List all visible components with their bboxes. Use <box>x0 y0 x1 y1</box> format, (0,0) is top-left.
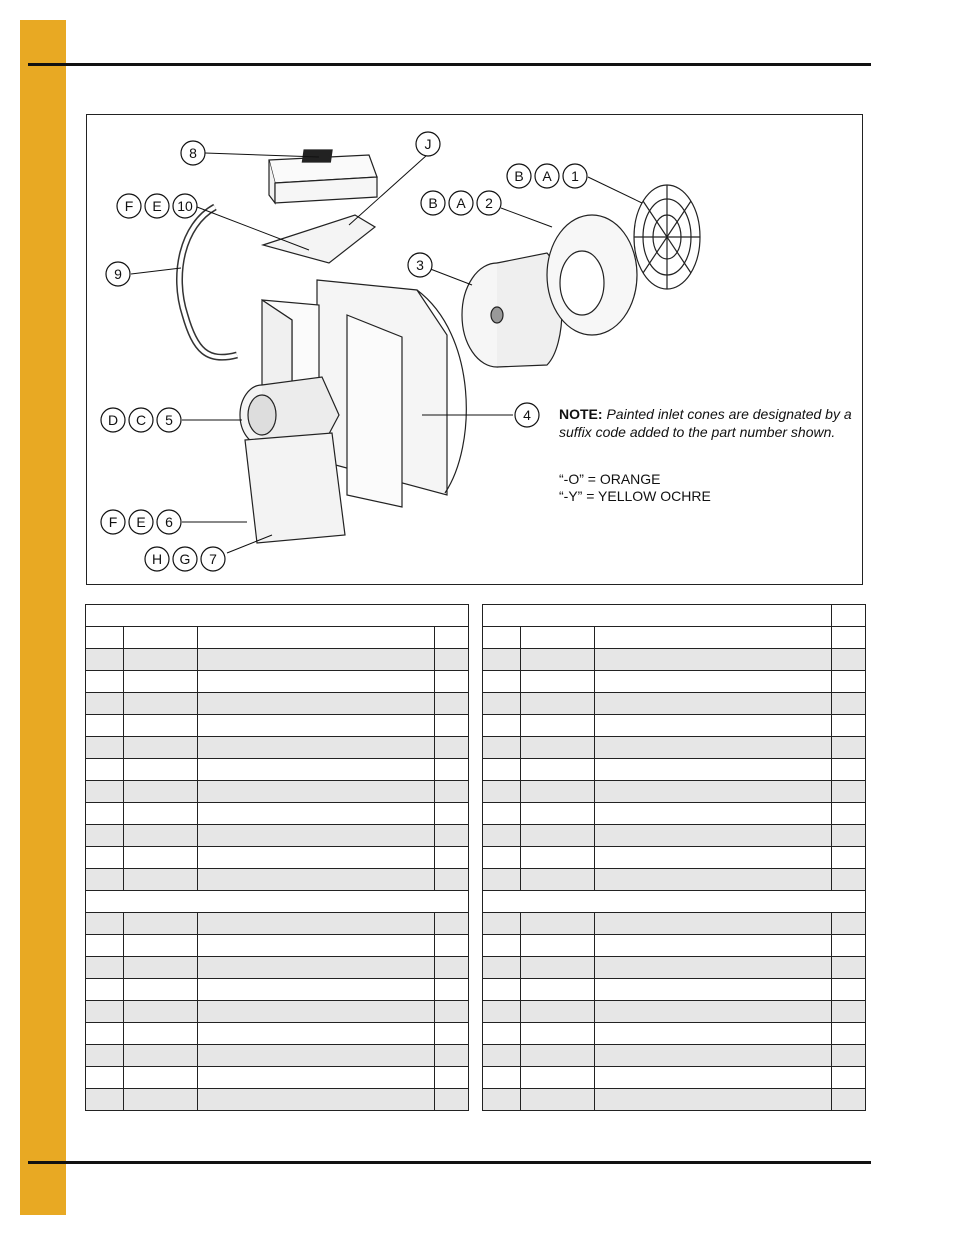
table-row <box>86 803 469 825</box>
table-cell <box>832 1067 866 1089</box>
table-cell <box>595 693 832 715</box>
table-cell <box>198 737 435 759</box>
note-text: Painted inlet cones are designated by a suffix code added to the part number shown. <box>559 406 852 440</box>
table-cell <box>435 737 469 759</box>
painted-cone-note <box>559 405 859 441</box>
color-code-list <box>559 471 711 505</box>
table-cell <box>86 627 124 649</box>
table-cell <box>483 671 521 693</box>
table-cell <box>124 1067 198 1089</box>
table-cell <box>124 1023 198 1045</box>
table-cell <box>832 605 866 627</box>
table-cell <box>483 1001 521 1023</box>
table-cell <box>124 913 198 935</box>
table-cell <box>521 1001 595 1023</box>
callout-F10-label: F <box>124 198 134 214</box>
code-yellow: “-Y” = YELLOW OCHRE <box>559 488 711 504</box>
table-cell <box>86 1023 124 1045</box>
table-cell <box>483 759 521 781</box>
table-cell <box>124 825 198 847</box>
table-row <box>86 869 469 891</box>
table-cell <box>595 1023 832 1045</box>
callout-6-label: 6 <box>165 514 173 530</box>
table-cell <box>483 1067 521 1089</box>
table-row <box>483 759 866 781</box>
table-cell <box>521 649 595 671</box>
table-cell <box>521 781 595 803</box>
table-cell <box>521 869 595 891</box>
table-cell <box>435 627 469 649</box>
table-row <box>86 1001 469 1023</box>
table-cell <box>124 627 198 649</box>
table-cell <box>86 891 469 913</box>
table-cell <box>124 715 198 737</box>
callout-A2-label: A <box>456 195 466 211</box>
header-rule <box>28 63 871 66</box>
table-cell <box>832 1023 866 1045</box>
table-cell <box>521 759 595 781</box>
callout-B1-label: B <box>514 168 524 184</box>
table-cell <box>435 1067 469 1089</box>
table-cell <box>86 1045 124 1067</box>
table-row <box>86 1089 469 1111</box>
table-cell <box>435 649 469 671</box>
table-cell <box>198 715 435 737</box>
table-cell <box>832 847 866 869</box>
table-cell <box>435 847 469 869</box>
table-cell <box>435 693 469 715</box>
table-cell <box>483 627 521 649</box>
table-cell <box>595 957 832 979</box>
table-title-row <box>86 605 469 627</box>
table-cell <box>86 847 124 869</box>
callout-5-label: 5 <box>165 412 173 428</box>
table-cell <box>832 825 866 847</box>
table-cell <box>198 957 435 979</box>
table-cell <box>483 737 521 759</box>
table-cell <box>86 1001 124 1023</box>
callout-7-label: 7 <box>209 551 217 567</box>
inlet-cone-drawing <box>547 215 637 335</box>
table-cell <box>521 847 595 869</box>
table-cell <box>521 1023 595 1045</box>
table-cell <box>832 759 866 781</box>
callout-F6-label: F <box>108 514 118 530</box>
table-row <box>483 935 866 957</box>
table-cell <box>483 913 521 935</box>
table-row <box>86 715 469 737</box>
callout-A1-label: A <box>542 168 552 184</box>
table-cell <box>595 825 832 847</box>
table-cell <box>86 605 469 627</box>
table-cell <box>86 957 124 979</box>
table-row <box>483 1001 866 1023</box>
table-row <box>86 1045 469 1067</box>
table-row <box>86 979 469 1001</box>
table-cell <box>483 825 521 847</box>
table-cell <box>832 671 866 693</box>
table-cell <box>86 649 124 671</box>
callout-G7-label: G <box>179 551 191 567</box>
table-cell <box>124 803 198 825</box>
table-cell <box>483 957 521 979</box>
table-cell <box>198 781 435 803</box>
table-cell <box>435 803 469 825</box>
table-cell <box>832 781 866 803</box>
table-row <box>483 737 866 759</box>
callout-E10-label: E <box>152 198 162 214</box>
table-row <box>483 825 866 847</box>
table-cell <box>198 1001 435 1023</box>
callout-10-label: 10 <box>177 198 193 214</box>
table-row <box>86 781 469 803</box>
table-cell <box>595 627 832 649</box>
table-cell <box>832 627 866 649</box>
table-cell <box>483 803 521 825</box>
table-cell <box>86 715 124 737</box>
table-cell <box>198 693 435 715</box>
table-cell <box>832 1001 866 1023</box>
table-cell <box>832 913 866 935</box>
accent-side-bar <box>20 20 66 1215</box>
table-cell <box>483 1045 521 1067</box>
table-cell <box>86 693 124 715</box>
table-header-row <box>483 627 866 649</box>
callout-9-label: 9 <box>114 266 122 282</box>
table-cell <box>483 935 521 957</box>
table-cell <box>521 627 595 649</box>
table-header-row <box>86 627 469 649</box>
table-cell <box>832 957 866 979</box>
table-cell <box>86 671 124 693</box>
table-cell <box>483 1023 521 1045</box>
control-box-drawing <box>269 150 377 203</box>
table-row <box>483 1067 866 1089</box>
footer-rule <box>28 1161 871 1164</box>
table-cell <box>124 671 198 693</box>
parts-table-left <box>85 604 469 1111</box>
table-cell <box>595 649 832 671</box>
table-cell <box>198 825 435 847</box>
table-row <box>86 957 469 979</box>
table-row <box>86 759 469 781</box>
table-row <box>483 781 866 803</box>
callout-D5-label: D <box>107 412 119 428</box>
table-row <box>483 847 866 869</box>
table-cell <box>521 671 595 693</box>
table-section-row <box>483 891 866 913</box>
callout-B2-label: B <box>428 195 438 211</box>
table-cell <box>198 671 435 693</box>
table-row <box>86 1023 469 1045</box>
table-cell <box>595 1045 832 1067</box>
table-cell <box>435 759 469 781</box>
table-cell <box>198 759 435 781</box>
table-cell <box>595 737 832 759</box>
table-cell <box>832 693 866 715</box>
table-cell <box>124 1045 198 1067</box>
table-row <box>86 693 469 715</box>
table-row <box>86 825 469 847</box>
table-row <box>86 913 469 935</box>
table-cell <box>435 869 469 891</box>
table-cell <box>595 847 832 869</box>
table-cell <box>435 957 469 979</box>
motor-base-drawing <box>245 433 345 543</box>
parts-table-right <box>482 604 866 1111</box>
table-row <box>483 1045 866 1067</box>
table-cell <box>832 803 866 825</box>
table-title-row <box>483 605 866 627</box>
table-cell <box>521 979 595 1001</box>
table-row <box>86 1067 469 1089</box>
table-cell <box>832 869 866 891</box>
table-cell <box>483 715 521 737</box>
exploded-parts-diagram <box>86 114 863 585</box>
table-cell <box>521 935 595 957</box>
table-row <box>483 957 866 979</box>
table-cell <box>595 715 832 737</box>
table-cell <box>198 847 435 869</box>
table-cell <box>124 1001 198 1023</box>
table-cell <box>198 627 435 649</box>
callout-8-label: 8 <box>189 145 197 161</box>
table-row <box>86 847 469 869</box>
table-cell <box>832 1089 866 1111</box>
table-cell <box>595 781 832 803</box>
table-cell <box>832 979 866 1001</box>
callout-4-label: 4 <box>523 407 531 423</box>
table-cell <box>435 671 469 693</box>
table-row <box>483 693 866 715</box>
table-cell <box>483 781 521 803</box>
table-row <box>86 935 469 957</box>
table-row <box>86 671 469 693</box>
table-cell <box>198 935 435 957</box>
table-section-row <box>86 891 469 913</box>
table-cell <box>832 935 866 957</box>
table-cell <box>435 1045 469 1067</box>
table-cell <box>595 935 832 957</box>
table-cell <box>483 847 521 869</box>
table-cell <box>435 1001 469 1023</box>
table-cell <box>435 1089 469 1111</box>
table-cell <box>521 737 595 759</box>
table-cell <box>521 693 595 715</box>
fan-guard-drawing <box>634 185 700 289</box>
table-cell <box>521 913 595 935</box>
callout-2-label: 2 <box>485 195 493 211</box>
table-row <box>483 715 866 737</box>
table-cell <box>521 715 595 737</box>
table-cell <box>124 869 198 891</box>
callout-1-label: 1 <box>571 168 579 184</box>
table-cell <box>832 737 866 759</box>
table-cell <box>483 979 521 1001</box>
table-cell <box>832 1045 866 1067</box>
table-cell <box>124 737 198 759</box>
table-cell <box>86 1089 124 1111</box>
table-cell <box>198 1067 435 1089</box>
table-cell <box>435 1023 469 1045</box>
table-row <box>86 737 469 759</box>
table-cell <box>86 803 124 825</box>
table-cell <box>124 759 198 781</box>
note-label: NOTE: <box>559 406 603 422</box>
table-cell <box>832 649 866 671</box>
table-cell <box>86 759 124 781</box>
table-cell <box>198 803 435 825</box>
table-cell <box>86 737 124 759</box>
table-cell <box>595 759 832 781</box>
table-cell <box>483 605 832 627</box>
table-cell <box>521 957 595 979</box>
table-cell <box>521 825 595 847</box>
table-row <box>86 649 469 671</box>
table-cell <box>521 1067 595 1089</box>
table-cell <box>521 1089 595 1111</box>
table-cell <box>595 869 832 891</box>
table-cell <box>198 913 435 935</box>
conduit-drawing <box>179 207 237 357</box>
table-cell <box>521 803 595 825</box>
callout-C5-label: C <box>135 412 147 428</box>
table-cell <box>595 1001 832 1023</box>
table-cell <box>198 869 435 891</box>
table-cell <box>198 649 435 671</box>
table-row <box>483 1089 866 1111</box>
table-cell <box>521 1045 595 1067</box>
table-cell <box>86 979 124 1001</box>
table-row <box>483 869 866 891</box>
table-cell <box>435 781 469 803</box>
table-cell <box>595 979 832 1001</box>
callout-J-label: J <box>424 136 432 152</box>
table-cell <box>86 935 124 957</box>
table-row <box>483 979 866 1001</box>
table-cell <box>483 1089 521 1111</box>
code-orange: “-O” = ORANGE <box>559 471 661 487</box>
table-cell <box>86 825 124 847</box>
table-cell <box>124 979 198 1001</box>
table-cell <box>124 781 198 803</box>
table-cell <box>435 979 469 1001</box>
table-cell <box>595 1067 832 1089</box>
table-cell <box>124 649 198 671</box>
table-row <box>483 1023 866 1045</box>
table-cell <box>124 847 198 869</box>
table-cell <box>124 693 198 715</box>
table-row <box>483 671 866 693</box>
table-cell <box>198 1023 435 1045</box>
table-cell <box>832 715 866 737</box>
table-cell <box>595 913 832 935</box>
table-cell <box>124 957 198 979</box>
table-cell <box>595 1089 832 1111</box>
callout-3-label: 3 <box>416 257 424 273</box>
table-cell <box>483 891 866 913</box>
callout-H7-label: H <box>151 551 163 567</box>
table-cell <box>435 825 469 847</box>
table-cell <box>483 649 521 671</box>
table-cell <box>435 715 469 737</box>
table-cell <box>124 935 198 957</box>
table-cell <box>435 913 469 935</box>
table-cell <box>595 803 832 825</box>
table-cell <box>435 935 469 957</box>
table-row <box>483 649 866 671</box>
table-cell <box>86 913 124 935</box>
table-cell <box>198 1089 435 1111</box>
table-cell <box>198 1045 435 1067</box>
table-cell <box>86 1067 124 1089</box>
table-cell <box>124 1089 198 1111</box>
table-cell <box>198 979 435 1001</box>
callout-E6-label: E <box>136 514 146 530</box>
table-cell <box>595 671 832 693</box>
table-row <box>483 913 866 935</box>
table-cell <box>86 869 124 891</box>
table-cell <box>86 781 124 803</box>
table-cell <box>483 693 521 715</box>
table-row <box>483 803 866 825</box>
table-cell <box>483 869 521 891</box>
